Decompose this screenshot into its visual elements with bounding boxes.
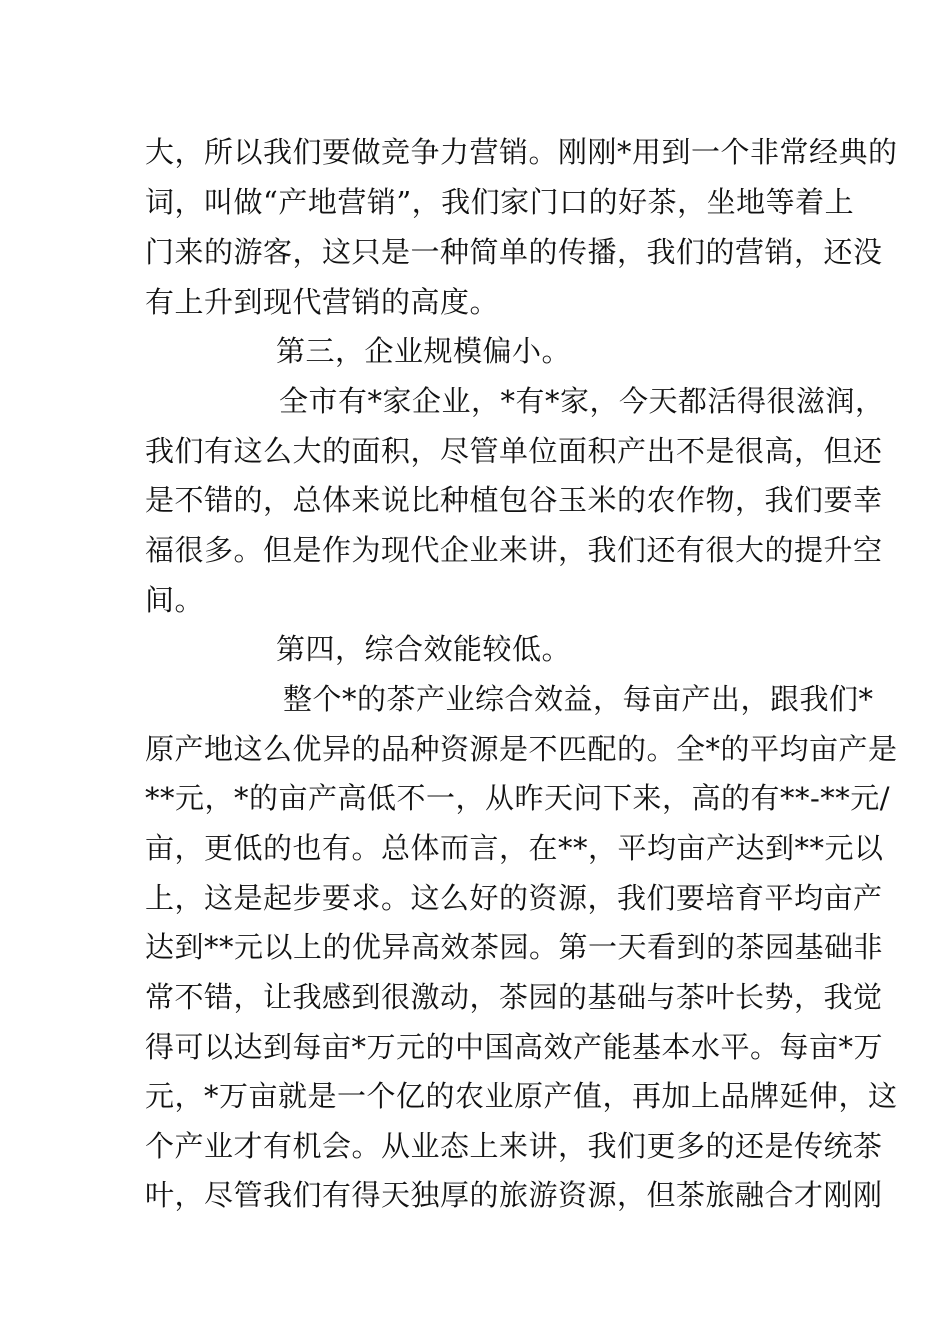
text-line: **元，*的亩产高低不一，从昨天问下来，高的有**-**元/ <box>145 781 891 815</box>
text-line: 个产业才有机会。从业态上来讲，我们更多的还是传统茶 <box>145 1129 883 1163</box>
text-line: 大，所以我们要做竞争力营销。刚刚*用到一个非常经典的 <box>145 135 898 169</box>
text-line: 达到**元以上的优异高效茶园。第一天看到的茶园基础非 <box>145 930 884 964</box>
text-line: 有上升到现代营销的高度。 <box>145 285 500 319</box>
text-line: 叶，尽管我们有得天独厚的旅游资源，但茶旅融合才刚刚 <box>145 1178 883 1212</box>
text-line: 间。 <box>145 583 205 617</box>
text-line: 我们有这么大的面积，尽管单位面积产出不是很高，但还 <box>145 434 883 468</box>
text-line: 门来的游客，这只是一种简单的传播，我们的营销，还没 <box>145 235 883 269</box>
text-line: 是不错的，总体来说比种植包谷玉米的农作物，我们要幸 <box>145 483 883 517</box>
text-line: 亩，更低的也有。总体而言，在**，平均亩产达到**元以 <box>145 831 884 865</box>
paragraph-first-line: 整个*的茶产业综合效益，每亩产出，跟我们* <box>283 682 874 716</box>
text-line: 元，*万亩就是一个亿的农业原产值，再加上品牌延伸，这 <box>145 1079 898 1113</box>
text-line: 原产地这么优异的品种资源是不匹配的。全*的平均亩产是 <box>145 732 898 766</box>
text-line: 词，叫做“产地营销”，我们家门口的好茶，坐地等着上 <box>145 185 855 219</box>
text-line: 常不错，让我感到很激动，茶园的基础与茶叶长势，我觉 <box>145 980 883 1014</box>
section-heading: 第三，企业规模偏小。 <box>276 334 572 368</box>
section-heading: 第四，综合效能较低。 <box>276 632 572 666</box>
paragraph-first-line: 全市有*家企业，*有*家，今天都活得很滋润， <box>279 384 885 418</box>
text-line: 上，这是起步要求。这么好的资源，我们要培育平均亩产 <box>145 881 883 915</box>
text-line: 福很多。但是作为现代企业来讲，我们还有很大的提升空 <box>145 533 883 567</box>
text-line: 得可以达到每亩*万元的中国高效产能基本水平。每亩*万 <box>145 1030 884 1064</box>
